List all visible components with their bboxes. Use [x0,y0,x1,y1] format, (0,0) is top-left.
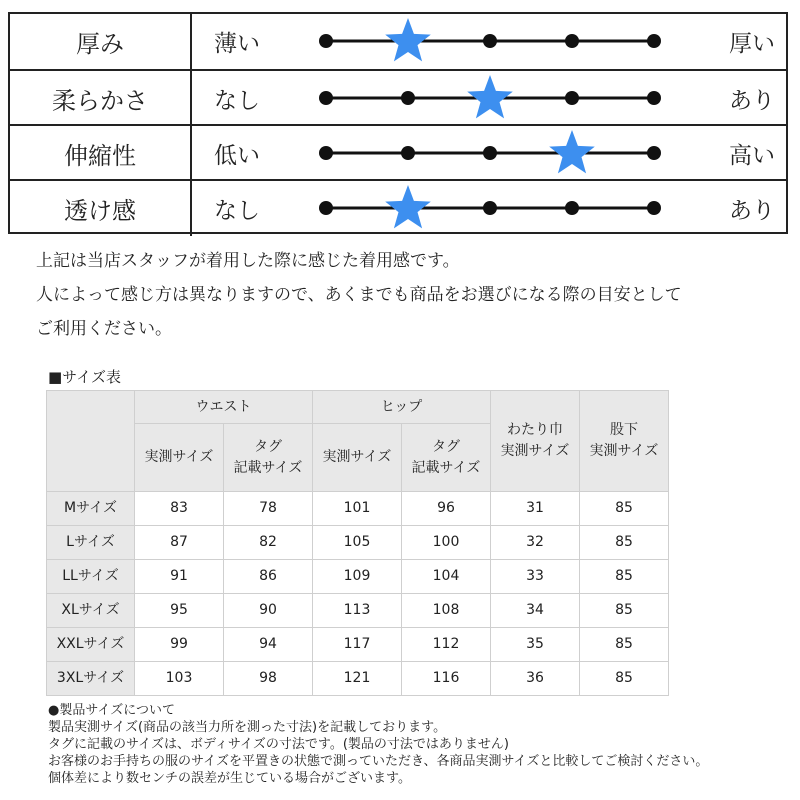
feel-row-softness [10,69,786,126]
table-row [47,662,669,696]
header-thigh [491,391,580,492]
scale-dot [647,91,661,105]
hip-measured-cell: 109 [313,560,402,594]
hip-measured-cell: 101 [313,492,402,526]
size-notes [48,702,788,787]
hip-tag-cell: 116 [402,662,491,696]
inseam-cell: 85 [580,628,669,662]
scale-dot [319,146,333,160]
header-tag-line1: タグ [432,438,460,455]
header-corner [47,391,135,492]
size-note-line: お客様のお手持ちの服のサイズを平置きの状態で測っていただき、各商品実測サイズと比較してご検討ください。 [48,754,709,769]
header-thigh-line1: わたり巾 [507,422,563,438]
waist-measured-cell: 91 [135,560,224,594]
hip-tag-cell: 108 [402,594,491,628]
size-note-line: タグに記載のサイズは、ボディサイズの寸法です。(製品の寸法ではありません) [48,737,509,752]
inseam-cell: 85 [580,492,669,526]
rating-star-icon [467,75,513,118]
thigh-cell: 36 [491,662,580,696]
header-tag-line2: 記載サイズ [233,459,303,476]
feel-row-name: 厚み [76,30,124,58]
feel-row-name: 透け感 [64,197,136,225]
divider [190,71,192,126]
feel-low-label: 低い [214,143,260,169]
hip-measured-cell: 117 [313,628,402,662]
size-label: XLサイズ [47,594,135,628]
waist-measured-cell: 103 [135,662,224,696]
note-line: 人によって感じ方は異なりますので、あくまでも商品をお選びになる際の目安として [36,285,682,305]
size-label: Mサイズ [47,492,135,526]
scale-dot [483,201,497,215]
size-chart-table [46,390,669,696]
feel-row-stretch [10,124,786,181]
note-line: 上記は当店スタッフが着用した際に感じた着用感です。 [36,251,460,271]
header-inseam [580,391,669,492]
size-chart-title: ■サイズ表 [48,368,121,386]
rating-star-icon [385,185,431,228]
header-inseam-line1: 股下 [610,422,638,438]
size-label: Lサイズ [47,526,135,560]
feel-row-sheerness [10,179,786,236]
feel-row-name: 柔らかさ [52,87,148,115]
header-inseam-line2: 実測サイズ [589,443,659,459]
thigh-cell: 34 [491,594,580,628]
size-label: 3XLサイズ [47,662,135,696]
hip-measured-cell: 113 [313,594,402,628]
feel-high-label: あり [729,88,775,114]
fit-feel-note [36,244,776,346]
header-waist-measured: 実測サイズ [135,424,224,492]
hip-tag-cell: 100 [402,526,491,560]
hip-measured-cell: 121 [313,662,402,696]
scale-graphic [310,126,670,179]
feel-scale [310,126,670,181]
rating-star-icon [549,130,595,173]
header-thigh-line2: 実測サイズ [500,443,570,459]
size-note-heading: ●製品サイズについて [48,703,176,718]
feel-row-name: 伸縮性 [64,142,136,170]
divider [190,181,192,236]
table-row [47,628,669,662]
feel-high-label: 厚い [729,31,775,57]
waist-tag-cell: 86 [224,560,313,594]
thigh-cell: 32 [491,526,580,560]
scale-dot [565,34,579,48]
size-label: LLサイズ [47,560,135,594]
scale-dot [565,91,579,105]
size-note-line: 製品実測サイズ(商品の該当力所を測った寸法)を記載しております。 [48,720,447,735]
header-hip-tag [402,424,491,492]
waist-tag-cell: 98 [224,662,313,696]
waist-measured-cell: 95 [135,594,224,628]
inseam-cell: 85 [580,526,669,560]
scale-dot [647,201,661,215]
scale-dot [401,146,415,160]
scale-dot [319,201,333,215]
thigh-cell: 33 [491,560,580,594]
feel-low-label: なし [214,88,260,114]
scale-dot [483,34,497,48]
table-row [47,492,669,526]
hip-tag-cell: 96 [402,492,491,526]
inseam-cell: 85 [580,662,669,696]
scale-graphic [310,71,670,124]
waist-measured-cell: 87 [135,526,224,560]
scale-dot [319,34,333,48]
size-note-line: 個体差により数センチの誤差が生じている場合がございます。 [48,771,411,786]
scale-dot [401,91,415,105]
size-label: XXLサイズ [47,628,135,662]
header-waist-tag [224,424,313,492]
thigh-cell: 35 [491,628,580,662]
feel-high-label: 高い [729,143,775,169]
divider [190,14,192,69]
waist-measured-cell: 83 [135,492,224,526]
table-row [47,594,669,628]
header-waist: ウエスト [135,391,313,424]
scale-dot [319,91,333,105]
divider [190,126,192,181]
fit-feel-table [8,12,788,234]
waist-measured-cell: 99 [135,628,224,662]
hip-tag-cell: 104 [402,560,491,594]
waist-tag-cell: 82 [224,526,313,560]
feel-scale [310,14,670,69]
feel-low-label: なし [214,198,260,224]
table-row [47,526,669,560]
waist-tag-cell: 94 [224,628,313,662]
table-row [47,560,669,594]
inseam-cell: 85 [580,560,669,594]
feel-scale [310,181,670,236]
hip-measured-cell: 105 [313,526,402,560]
feel-row-thickness [10,14,786,69]
scale-graphic [310,181,670,234]
note-line: ご利用ください。 [36,319,172,339]
header-tag-line2: 記載サイズ [411,459,481,476]
scale-dot [647,146,661,160]
feel-low-label: 薄い [214,31,260,57]
feel-scale [310,71,670,126]
scale-dot [483,146,497,160]
scale-graphic [310,14,670,67]
header-tag-line1: タグ [254,438,282,455]
waist-tag-cell: 78 [224,492,313,526]
header-hip-measured: 実測サイズ [313,424,402,492]
waist-tag-cell: 90 [224,594,313,628]
inseam-cell: 85 [580,594,669,628]
rating-star-icon [385,18,431,61]
hip-tag-cell: 112 [402,628,491,662]
scale-dot [565,201,579,215]
feel-high-label: あり [729,198,775,224]
header-hip: ヒップ [313,391,491,424]
scale-dot [647,34,661,48]
thigh-cell: 31 [491,492,580,526]
